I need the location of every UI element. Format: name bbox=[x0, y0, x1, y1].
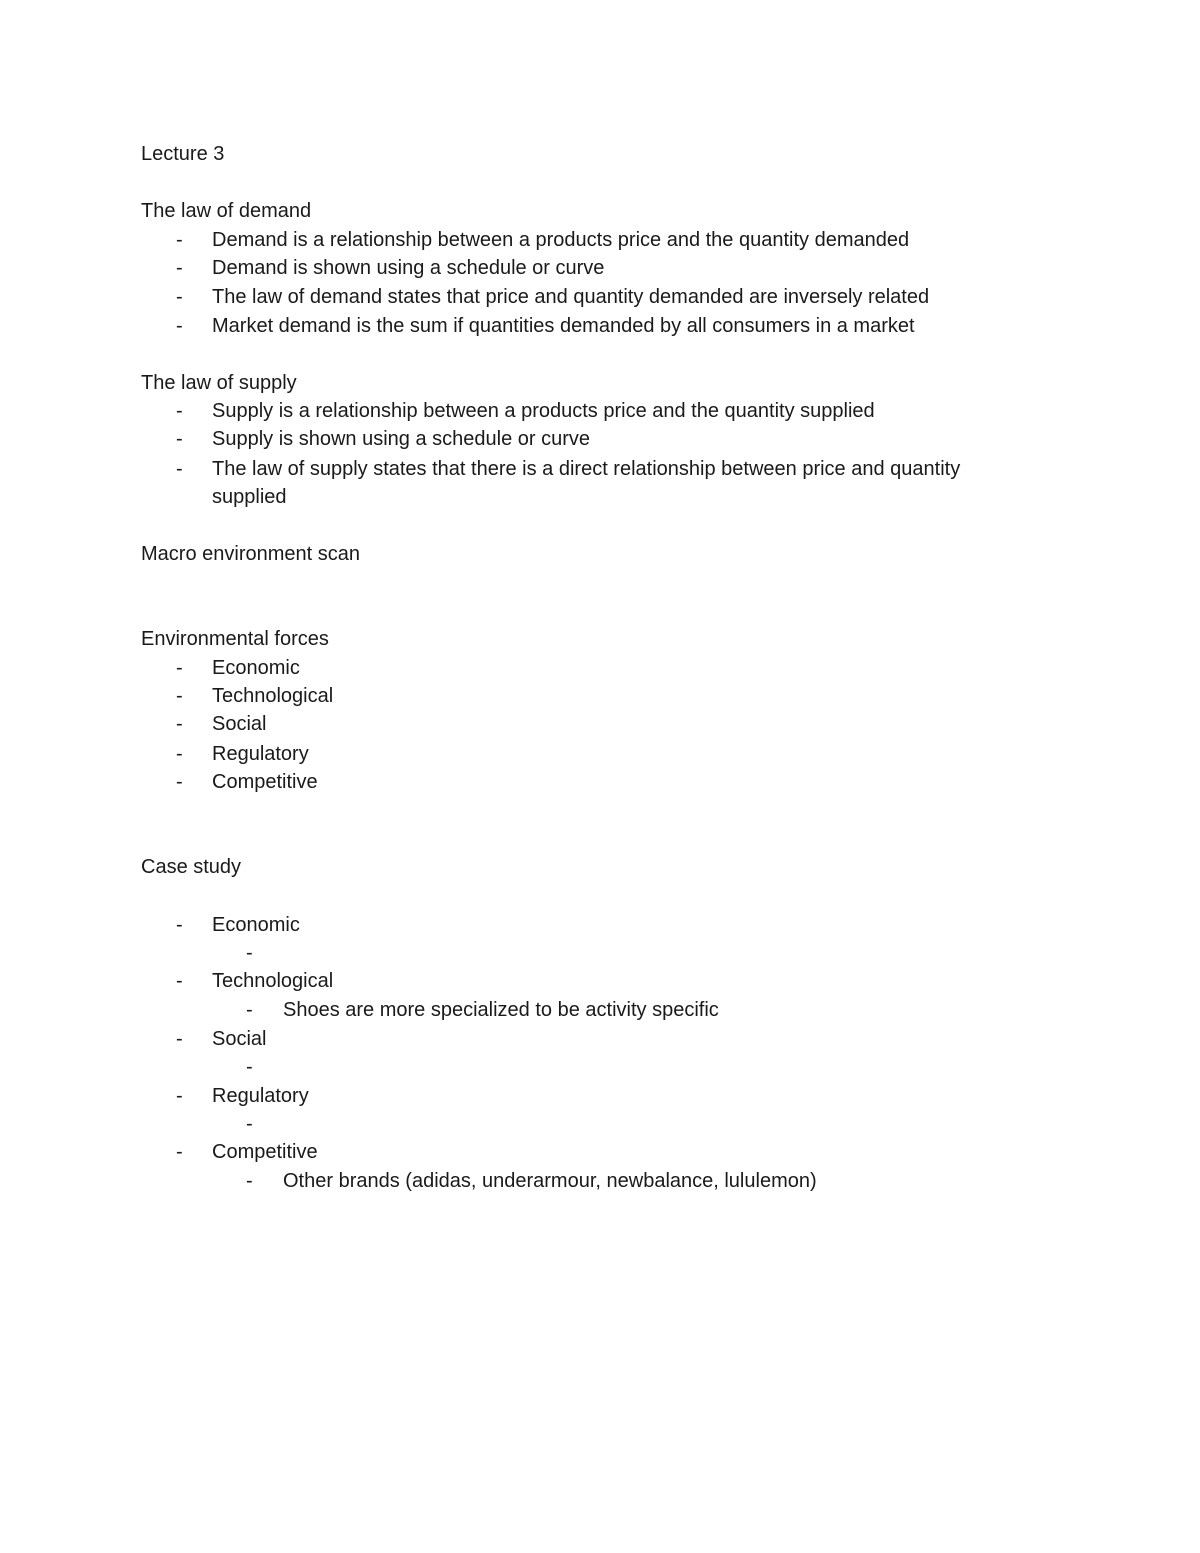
bullet-dash: - bbox=[176, 458, 183, 480]
bullet-dash: - bbox=[176, 315, 183, 337]
bullet-dash: - bbox=[176, 970, 183, 992]
list-item: The law of supply states that there is a direct relationship between price and quantity bbox=[212, 458, 961, 480]
section-heading-macro: Macro environment scan bbox=[141, 543, 360, 565]
list-item: Market demand is the sum if quantities demanded by all consumers in a market bbox=[212, 315, 915, 337]
bullet-dash: - bbox=[176, 428, 183, 450]
bullet-dash: - bbox=[176, 914, 183, 936]
list-item: Social bbox=[212, 713, 267, 735]
list-item: The law of demand states that price and quantity demanded are inversely related bbox=[212, 286, 930, 308]
list-item: Supply is a relationship between a products price and the quantity supplied bbox=[212, 400, 875, 422]
section-heading-case-study: Case study bbox=[141, 856, 242, 878]
list-item: Technological bbox=[212, 685, 334, 707]
sub-bullet-dash: - bbox=[246, 1170, 253, 1192]
bullet-dash: - bbox=[176, 743, 183, 765]
bullet-dash: - bbox=[176, 771, 183, 793]
bullet-dash: - bbox=[176, 1141, 183, 1163]
lecture-title: Lecture 3 bbox=[141, 143, 225, 165]
sub-list-item: Other brands (adidas, underarmour, newbalance, lululemon) bbox=[283, 1170, 817, 1192]
list-item: Competitive bbox=[212, 1141, 318, 1163]
bullet-dash: - bbox=[176, 713, 183, 735]
bullet-dash: - bbox=[176, 1085, 183, 1107]
sub-list-item: Shoes are more specialized to be activity specific bbox=[283, 999, 719, 1021]
bullet-dash: - bbox=[176, 1028, 183, 1050]
list-item: Demand is shown using a schedule or curve bbox=[212, 257, 605, 279]
list-item: Competitive bbox=[212, 771, 318, 793]
list-item: Demand is a relationship between a products price and the quantity demanded bbox=[212, 229, 910, 251]
bullet-dash: - bbox=[176, 685, 183, 707]
list-item: Social bbox=[212, 1028, 267, 1050]
section-heading-supply: The law of supply bbox=[141, 372, 297, 394]
section-heading-forces: Environmental forces bbox=[141, 628, 329, 650]
list-item: Technological bbox=[212, 970, 334, 992]
bullet-dash: - bbox=[176, 257, 183, 279]
sub-bullet-dash: - bbox=[246, 942, 253, 964]
list-item: Supply is shown using a schedule or curve bbox=[212, 428, 590, 450]
bullet-dash: - bbox=[176, 286, 183, 308]
list-item: Economic bbox=[212, 657, 300, 679]
sub-bullet-dash: - bbox=[246, 1056, 253, 1078]
section-heading-demand: The law of demand bbox=[141, 200, 312, 222]
bullet-dash: - bbox=[176, 657, 183, 679]
list-item: Economic bbox=[212, 914, 300, 936]
sub-bullet-dash: - bbox=[246, 1113, 253, 1135]
bullet-dash: - bbox=[176, 400, 183, 422]
list-item: Regulatory bbox=[212, 1085, 309, 1107]
list-item-continuation: supplied bbox=[212, 486, 287, 508]
list-item: Regulatory bbox=[212, 743, 309, 765]
sub-bullet-dash: - bbox=[246, 999, 253, 1021]
bullet-dash: - bbox=[176, 229, 183, 251]
